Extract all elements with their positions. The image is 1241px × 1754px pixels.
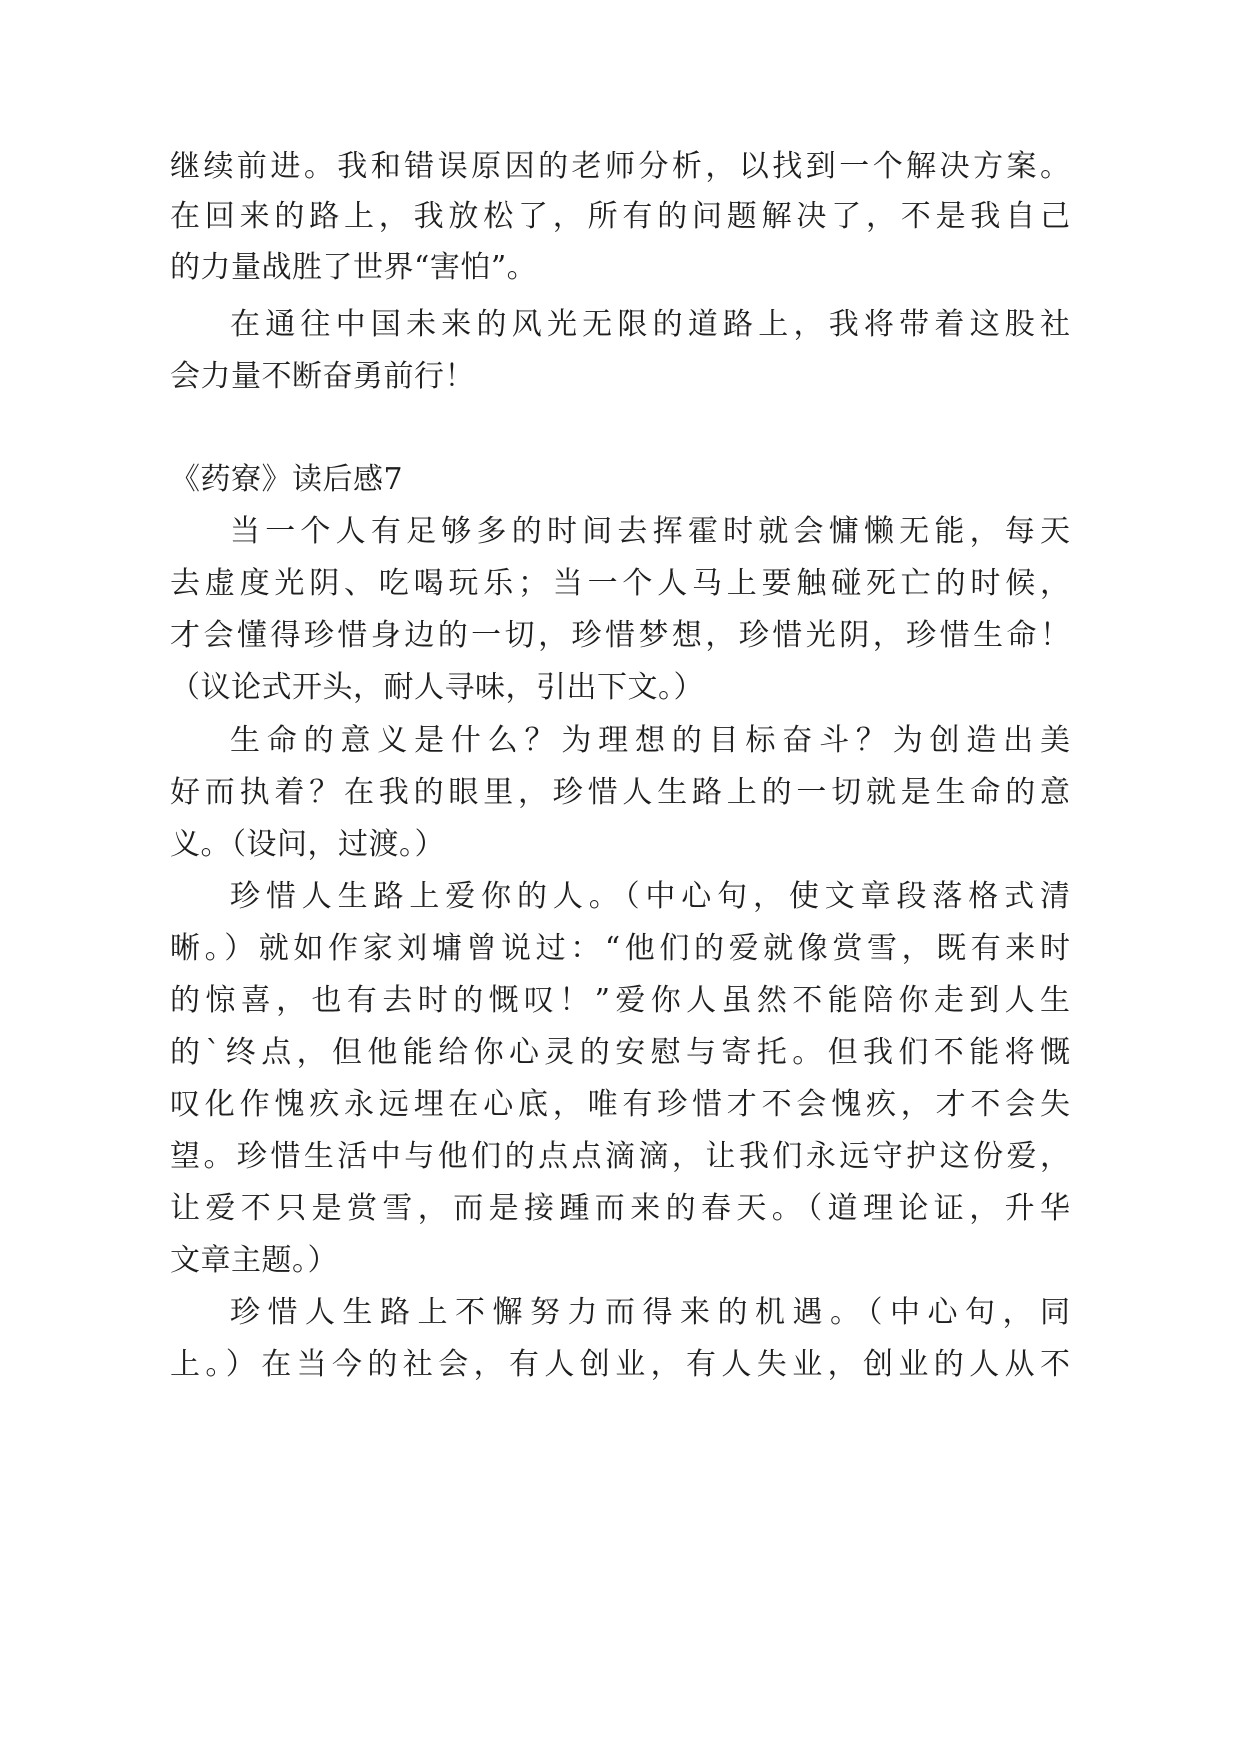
paragraph-line: 才会懂得珍惜身边的一切，珍惜梦想，珍惜光阴，珍惜生命！ [170, 618, 1070, 653]
paragraph-line: 去虚度光阴、吃喝玩乐；当一个人马上要触碰死亡的时候， [170, 566, 1070, 601]
paragraph-line: 叹化作愧疚永远埋在心底，唯有珍惜才不会愧疚，才不会失 [170, 1087, 1070, 1122]
paragraph-line: 晰。）就如作家刘墉曾说过：“他们的爱就像赏雪，既有来时 [170, 931, 1070, 966]
paragraph-line: 让爱不只是赏雪，而是接踵而来的春天。（道理论证，升华 [170, 1191, 1070, 1226]
paragraph-line: （议论式开头，耐人寻味，引出下文。） [170, 670, 704, 705]
paragraph-line: 当一个人有足够多的时间去挥霍时就会慵懒无能，每天 [230, 514, 1070, 549]
paragraph-line: 在回来的路上，我放松了，所有的问题解决了，不是我自己 [170, 199, 1070, 234]
paragraph-line: 的力量战胜了世界“害怕”。 [170, 250, 538, 285]
paragraph-line: 生命的意义是什么？为理想的目标奋斗？为创造出美 [230, 723, 1070, 758]
paragraph-line: 会力量不断奋勇前行！ [170, 359, 475, 394]
paragraph-line: 文章主题。） [170, 1243, 338, 1278]
paragraph-line: 珍惜人生路上爱你的人。（中心句，使文章段落格式清 [230, 879, 1070, 914]
paragraph-line: 的惊喜，也有去时的慨叹！”爱你人虽然不能陪你走到人生 [170, 983, 1070, 1018]
paragraph-line: 上。）在当今的社会，有人创业，有人失业，创业的人从不 [170, 1347, 1070, 1382]
section-heading: 《药寮》读后感7 [170, 462, 404, 497]
paragraph-line: 继续前进。我和错误原因的老师分析，以找到一个解决方案。 [170, 149, 1070, 184]
paragraph-line: 义。（设问，过渡。） [170, 827, 445, 862]
paragraph-line: 的`终点，但他能给你心灵的安慰与寄托。但我们不能将慨 [170, 1035, 1070, 1070]
paragraph-line: 珍惜人生路上不懈努力而得来的机遇。（中心句，同 [230, 1295, 1070, 1330]
paragraph-line: 望。珍惜生活中与他们的点点滴滴，让我们永远守护这份爱， [170, 1139, 1070, 1174]
paragraph-line: 好而执着？在我的眼里，珍惜人生路上的一切就是生命的意 [170, 775, 1070, 810]
paragraph-line: 在通往中国未来的风光无限的道路上，我将带着这股社 [230, 307, 1070, 342]
